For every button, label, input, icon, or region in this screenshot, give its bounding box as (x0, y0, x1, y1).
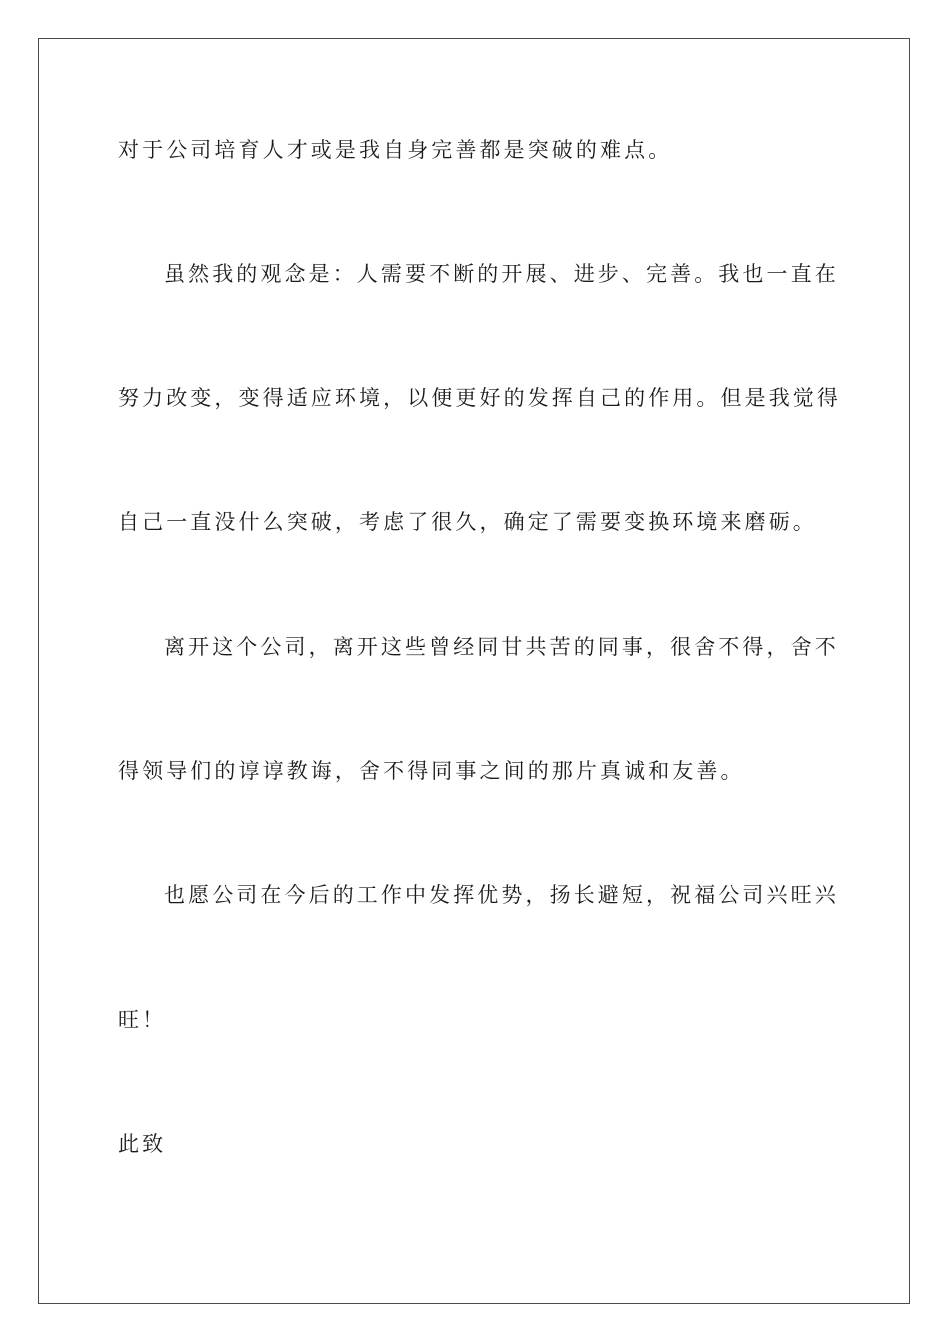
paragraph-line-2: 虽然我的观念是：人需要不断的开展、进步、完善。我也一直在 (164, 262, 839, 286)
page-border (38, 38, 910, 1304)
paragraph-line-1: 对于公司培育人才或是我自身完善都是突破的难点。 (118, 138, 673, 162)
paragraph-line-5: 离开这个公司，离开这些曾经同甘共苦的同事，很舍不得，舍不 (164, 635, 839, 659)
paragraph-line-7: 也愿公司在今后的工作中发挥优势，扬长避短，祝福公司兴旺兴 (164, 883, 839, 907)
paragraph-line-8: 旺！ (118, 1008, 167, 1032)
paragraph-line-3: 努力改变，变得适应环境，以便更好的发挥自己的作用。但是我觉得 (118, 386, 841, 410)
paragraph-line-6: 得领导们的谆谆教诲，舍不得同事之间的那片真诚和友善。 (118, 759, 745, 783)
paragraph-line-4: 自己一直没什么突破，考虑了很久，确定了需要变换环境来磨砺。 (118, 510, 817, 534)
closing-salutation: 此致 (118, 1132, 167, 1156)
